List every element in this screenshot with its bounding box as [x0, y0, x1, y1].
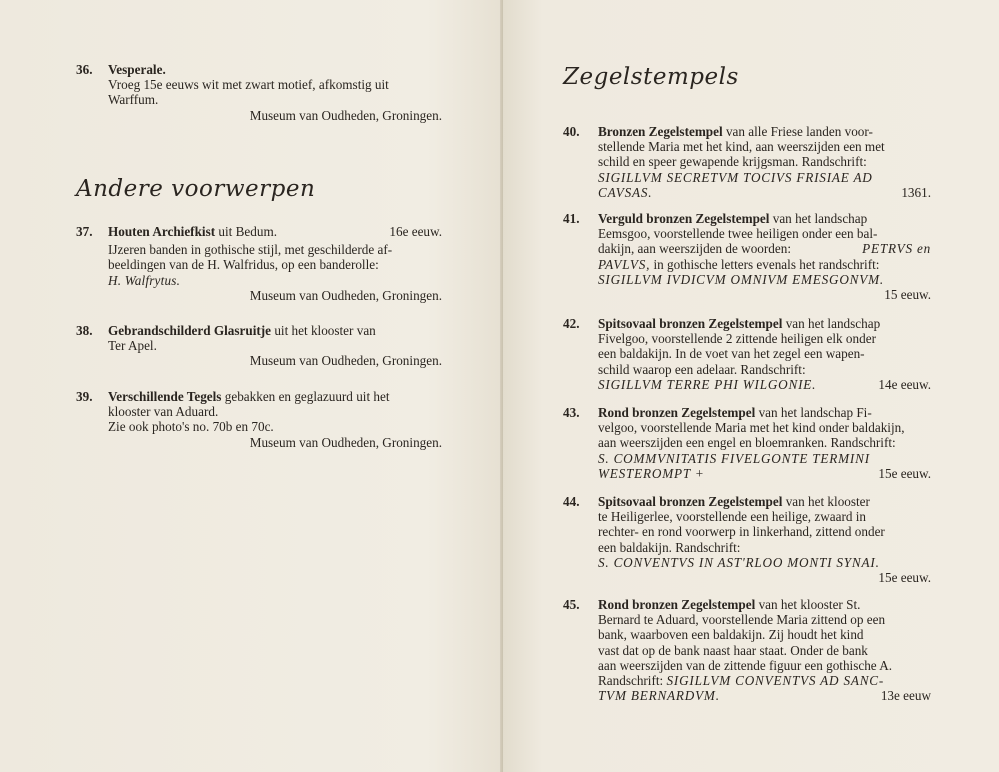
entry-source: Museum van Oudheden, Groningen. [249, 434, 442, 450]
entry-line: Vroeg 15e eeuws wit met zwart motief, afkomstig uit [108, 77, 389, 93]
entry-title-rest: uit Bedum. [215, 224, 278, 239]
entry-date: 14e eeuw. [878, 376, 931, 392]
section-heading: Andere voorwerpen [76, 176, 316, 202]
entry-line: beeldingen van de H. Walfridus, op een banderolle: [108, 257, 379, 273]
entry-inscription: PETRVS en [862, 241, 931, 257]
catalog-entry-42 [563, 316, 931, 394]
entry-title-rest: van het landschap [782, 316, 881, 331]
catalog-entry-36 [76, 62, 442, 132]
entry-title-rest: van het klooster St. [755, 597, 861, 612]
entry-line: Randschrift: [598, 673, 667, 689]
entry-inscription: PAVLVS, [598, 256, 651, 272]
entry-source: Museum van Oudheden, Groningen. [249, 107, 442, 123]
entry-line: een baldakijn. Randschrift: [598, 539, 741, 555]
entry-line: aan weerszijden een engel en bloemranken. Randschrift: [598, 435, 896, 451]
entry-title: Gebrandschilderd Glasruitje [108, 323, 272, 338]
entry-line: te Heiligerlee, voorstellende een heilige, zwaard in [598, 509, 867, 525]
entry-line: rechter- en rond voorwerp in linkerhand, zittend onder [598, 524, 885, 540]
entry-line: Zie ook photo's no. 70b en 70c. [108, 419, 274, 435]
entry-line: Bernard te Aduard, voorstellende Maria zittend op een [598, 612, 886, 628]
entry-line: aan weerszijden van de zittende figuur een gothische A. [598, 657, 893, 673]
entry-inscription: TVM BERNARDVM. [598, 688, 720, 704]
entry-inscription: SIGILLVM TERRE PHI WILGONIE. [598, 376, 817, 392]
entry-line: vast dat op de bank naast haar staat. Onder de bank [598, 642, 868, 658]
entry-title: Bronzen Zegelstempel [598, 124, 723, 139]
entry-number: 40. [563, 124, 580, 139]
entry-date: 15e eeuw. [878, 465, 931, 481]
entry-line: Fivelgoo, voorstellende 2 zittende heiligen elk onder [598, 331, 876, 347]
entry-line: Ter Apel. [108, 338, 157, 354]
entry-line: Eemsgoo, voorstellende twee heiligen onder een bal- [598, 226, 878, 242]
entry-inscription: S. CONVENTVS IN AST'RLOO MONTI SYNAI. [598, 554, 880, 570]
catalog-entry-39 [76, 389, 442, 455]
entry-title: Verguld bronzen Zegelstempel [598, 211, 770, 226]
catalog-entry-45 [563, 597, 931, 707]
catalog-entry-41 [563, 211, 931, 301]
right-page [503, 0, 999, 772]
entry-number: 42. [563, 316, 580, 331]
entry-title-rest: gebakken en geglazuurd uit het [221, 389, 390, 404]
entry-inscription: S. COMMVNITATIS FIVELGONTE TERMINI [598, 450, 870, 466]
entry-title: Rond bronzen Zegelstempel [598, 405, 756, 420]
entry-date: 1361. [901, 184, 931, 200]
entry-title-rest: uit het klooster van [271, 323, 376, 338]
catalog-entry-40 [563, 124, 931, 200]
entry-title: Verschillende Tegels [108, 389, 222, 404]
entry-date: 15 eeuw. [884, 287, 931, 303]
entry-line: stellende Maria met het kind, aan weerszijden een met [598, 139, 885, 155]
entry-date: 15e eeuw. [878, 570, 931, 586]
catalog-entry-43 [563, 405, 931, 481]
catalog-entry-44 [563, 494, 931, 584]
entry-inscription: WESTEROMPT + [598, 465, 705, 481]
entry-title: Rond bronzen Zegelstempel [598, 597, 756, 612]
entry-source: Museum van Oudheden, Groningen. [249, 287, 442, 303]
entry-line: klooster van Aduard. [108, 404, 219, 420]
entry-number: 38. [76, 323, 93, 338]
entry-source: Museum van Oudheden, Groningen. [249, 353, 442, 369]
entry-date: 13e eeuw [880, 688, 931, 704]
catalog-entry-37 [76, 224, 442, 314]
entry-line: dakijn, aan weerszijden de woorden: [598, 241, 791, 257]
entry-number: 43. [563, 405, 580, 420]
entry-number: 41. [563, 211, 580, 226]
section-heading: Zegelstempels [563, 64, 739, 90]
entry-inscription: H. Walfrytus. [108, 272, 181, 288]
entry-number: 39. [76, 389, 93, 404]
entry-line: Warffum. [108, 92, 159, 108]
entry-title: Spitsovaal bronzen Zegelstempel [598, 494, 783, 509]
catalog-entry-38 [76, 323, 442, 373]
entry-inscription: CAVSAS. [598, 184, 653, 200]
entry-line: IJzeren banden in gothische stijl, met geschilderde af- [108, 242, 393, 258]
entry-title-rest: van het klooster [782, 494, 870, 509]
entry-number: 36. [76, 62, 93, 77]
entry-title-rest: van het landschap [769, 211, 868, 226]
entry-inscription: SIGILLVM SECRETVM TOCIVS FRISIAE AD [598, 169, 873, 185]
entry-title: Vesperale. [108, 62, 166, 77]
entry-title-rest: van het landschap Fi- [755, 405, 872, 420]
entry-date: 16e eeuw. [389, 224, 442, 239]
entry-line: velgoo, voorstellende Maria met het kind onder baldakijn, [598, 420, 905, 436]
entry-title: Spitsovaal bronzen Zegelstempel [598, 316, 783, 331]
entry-inscription: SIGILLVM IVDICVM OMNIVM EMESGONVM. [598, 271, 885, 287]
entry-line: een baldakijn. In de voet van het zegel een wapen- [598, 346, 865, 362]
entry-line: bank, waarboven een baldakijn. Zij houdt het kind [598, 627, 864, 643]
entry-number: 44. [563, 494, 580, 509]
entry-line: in gothische letters evenals het randschrift: [650, 256, 880, 272]
entry-line: schild en speer gewapende krijgsman. Randschrift: [598, 154, 867, 170]
entry-title: Houten Archiefkist [108, 224, 216, 239]
entry-inscription: SIGILLVM CONVENTVS AD SANC- [666, 673, 885, 689]
entry-number: 45. [563, 597, 580, 612]
entry-line: schild waarop een adelaar. Randschrift: [598, 361, 806, 377]
entry-title-rest: van alle Friese landen voor- [722, 124, 873, 139]
entry-number: 37. [76, 224, 93, 239]
